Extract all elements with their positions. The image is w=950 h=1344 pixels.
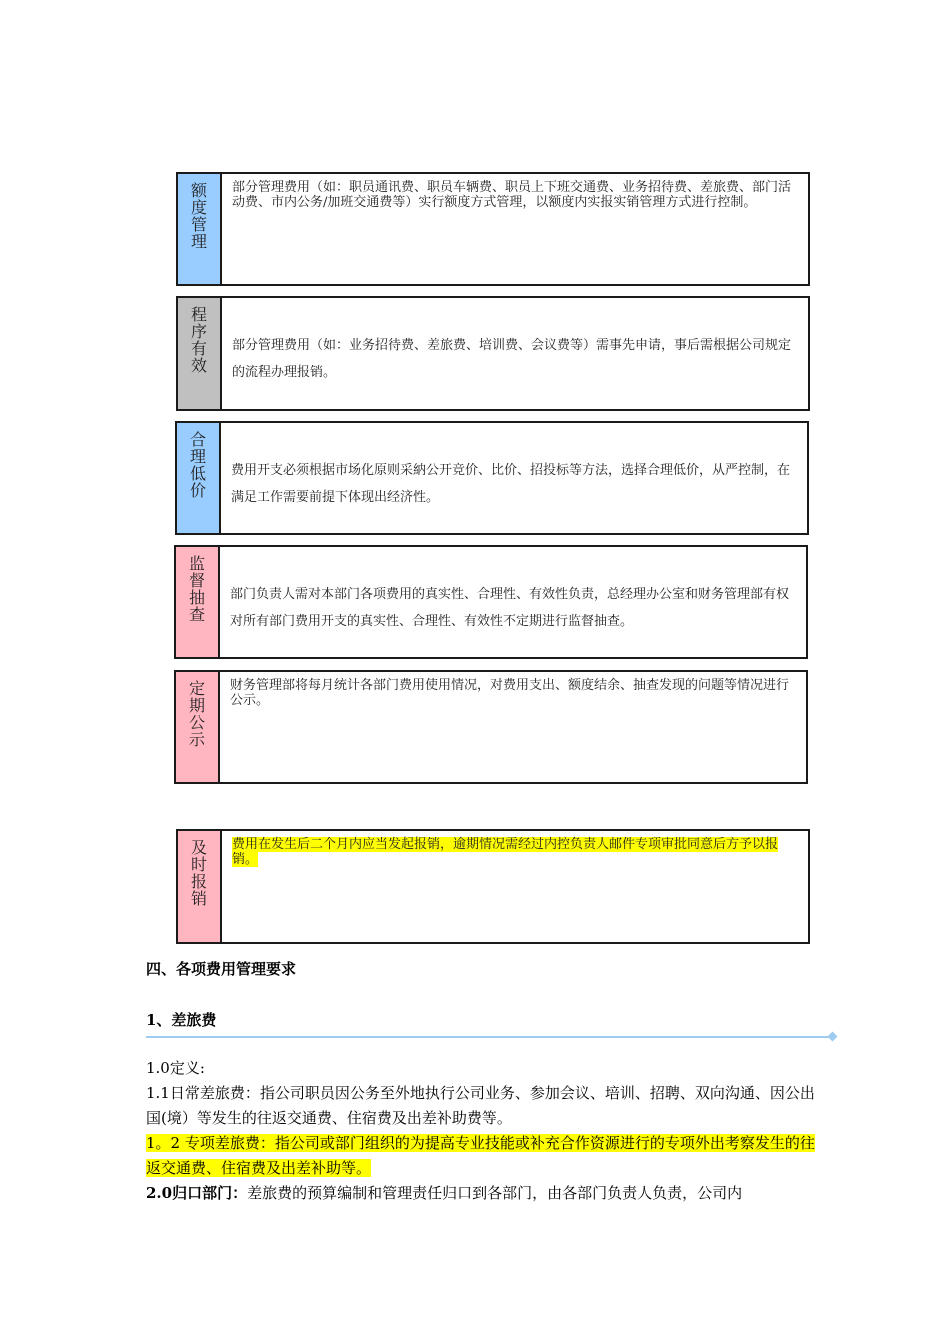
policy-text: 部分管理费用（如：业务招待费、差旅费、培训费、会议费等）需事先申请，事后需根据公司规定的流程办理报销。	[232, 338, 792, 380]
paragraph-daily-travel: 1.1日常差旅费：指公司职员因公务至外地执行公司业务、参加会议、培训、招聘、双向沟通、因公出国(境）等发生的往返交通费、住宿费及出差补助费等。	[146, 1084, 815, 1127]
subsection-title: 1、差旅费	[146, 1011, 217, 1029]
policy-box-publication	[174, 670, 808, 784]
department-text: 差旅费的预算编制和管理责任归口到各部门，由各部门负责人负责，公司内	[247, 1184, 743, 1202]
definition-title: 1.0定义:	[146, 1059, 205, 1077]
policy-label: 合 理 低 价	[177, 423, 221, 533]
section-title: 四、各项费用管理要求	[146, 960, 297, 978]
highlighted-text: 费用在发生后二个月内应当发起报销，逾期情况需经过内控负责人邮件专项审批同意后方予以报销。	[232, 837, 779, 867]
divider-line	[146, 1036, 834, 1038]
policy-text: 财务管理部将每月统计各部门费用使用情况，对费用支出、额度结余、抽查发现的问题等情况进行公示。	[230, 678, 790, 708]
policy-text	[232, 837, 802, 867]
policy-box-timely-reimbursement	[176, 829, 810, 944]
policy-box-quota	[176, 172, 810, 286]
policy-box-procedure	[176, 296, 810, 411]
policy-box-reasonable-price	[175, 421, 809, 535]
policy-text: 部门负责人需对本部门各项费用的真实性、合理性、有效性负责，总经理办公室和财务管理部有权对所有部门费用开支的真实性、合理性、有效性不定期进行监督抽查。	[230, 587, 790, 629]
policy-text: 费用开支必须根据市场化原则采納公开竞价、比价、招投标等方法，选择合理低价，从严控制，在满足工作需要前提下体现出经济性。	[231, 463, 791, 505]
paragraph-special-travel	[146, 1131, 826, 1181]
paragraph-department	[146, 1181, 826, 1206]
highlighted-text: 1。2 专项差旅费：指公司或部门组织的为提高专业技能或补充合作资源进行的专项外出考察发生的往返交通费、住宿费及出差补助等。	[146, 1134, 815, 1177]
policy-box-supervision	[174, 545, 808, 659]
divider-diamond	[828, 1032, 838, 1042]
policy-label: 及 时 报 销	[178, 831, 222, 942]
department-label: 2.0归口部门：	[146, 1184, 248, 1202]
policy-label: 程 序 有 效	[178, 298, 222, 409]
policy-label: 监 督 抽 查	[176, 547, 220, 657]
policy-label: 定 期 公 示	[176, 672, 220, 782]
policy-text: 部分管理费用（如：职员通讯费、职员车辆费、职员上下班交通费、业务招待费、差旅费、部门活动费、市内公务/加班交通费等）实行额度方式管理，以额度内实报实销管理方式进行控制。	[232, 180, 792, 210]
policy-label: 额 度 管 理	[178, 174, 222, 284]
